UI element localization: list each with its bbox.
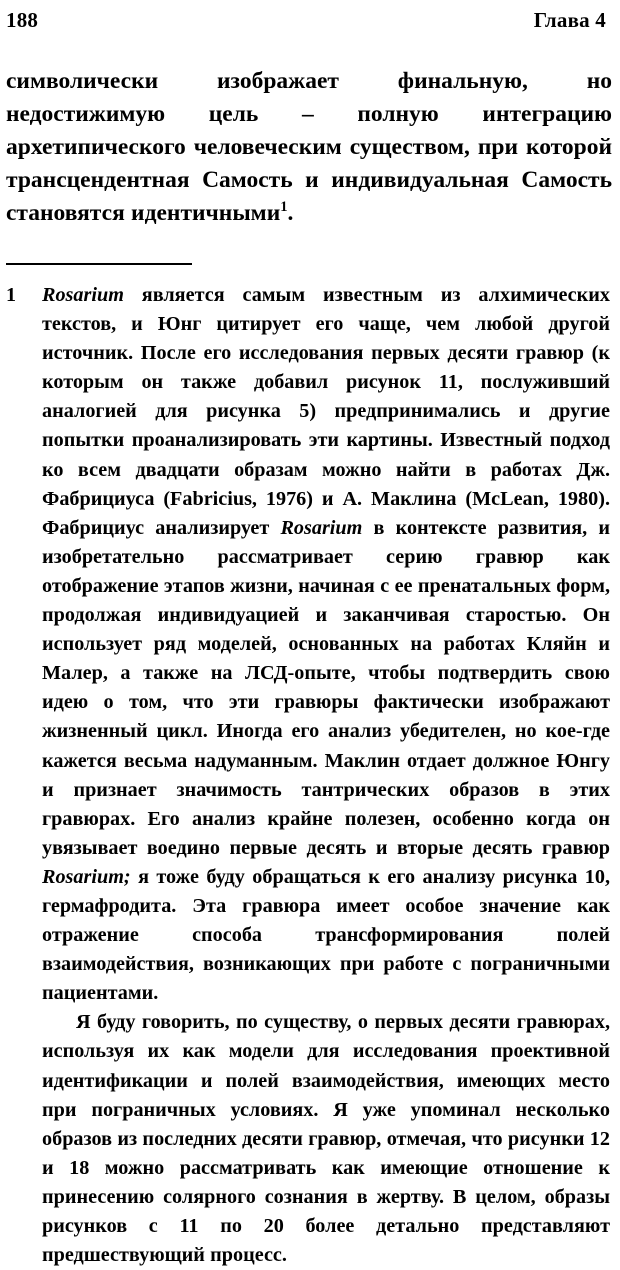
book-page [0, 8, 620, 1267]
footnote-segment-1: является самым известным из алхимических текстов, и Юнг цитирует его чаще, чем любой другой источник. После его исследования первых десяти гравюр (к которым он также добавил рисунок 11, послуживший аналогией для рисунка 5) предпринимались и другие попытки проанализировать эти картины. Известный подход ко всем двадцати образам можно найти в работах Дж. Фабрициуса (Fabricius, 1976) и А. Маклина (McLean, 1980). Фабрициус анализирует [42, 284, 610, 539]
footnote-reference: 1 [280, 199, 288, 216]
footnote-separator-rule [6, 263, 192, 265]
footnote-body [42, 281, 610, 1270]
footnotes-block [0, 281, 620, 1270]
body-paragraph-text: символически изображает финальную, но недостижимую цель – полную интеграцию архетипического человеческим существом, при которой трансцендентная Самость и индивидуальная Самость становятся идентичными [6, 68, 612, 226]
footnote-marker: 1 [6, 284, 16, 306]
footnote-title-rosarium-1: Rosarium [42, 284, 124, 306]
chapter-label: Глава 4 [533, 8, 606, 32]
footnote-1 [6, 281, 610, 1270]
footnote-title-rosarium-3: Rosarium; [42, 865, 131, 888]
page-number: 188 [6, 8, 39, 32]
footnote-segment-2: в контексте развития, и изобретательно рассматривает серию гравюр как отображение этапов жизни, начиная с ее пренатальных форм, продолжая индивидуацией и заканчивая старостью. Он использует ряд моделей, основанных на работах Кляйн и Малер, а также на ЛСД-опыте, чтобы подтвердить свою идею о том, что эти гравюры фактически изображают жизненный цикл. Иногда его анализ убедителен, но кое-где кажется весьма надуманным. Маклин отдает должное Юнгу и признает значимость тантрических образов в этих гравюрах. Его анализ крайне полезен, особенно когда он увязывает воедино первые десять и вторые десять гравюр [42, 516, 610, 859]
footnote-paragraph-2: Я буду говорить, по существу, о первых десяти гравюрах, используя их как модели для исследования проективной идентификации и полей взаимодействия, имеющих место при пограничных условиях. Я уже упоминал несколько образов из последних десяти гравюр, отмечая, что рисунки 12 и 18 можно рассматривать как имеющие отношение к принесению солярного сознания в жертву. В целом, образы рисунков с 11 по 20 более детально представляют предшествующий процесс. [42, 1011, 610, 1267]
body-paragraph-tail: . [287, 200, 294, 226]
running-head [0, 8, 620, 33]
footnote-segment-3: я тоже буду обращаться к его анализу рисунка 10, гермафродита. Эта гравюра имеет особое значение как отражение способа трансформирования полей взаимодействия, возникающих при работе с пограничными пациентами. [42, 865, 610, 1005]
body-text-block [0, 65, 620, 230]
footnote-title-rosarium-2: Rosarium [280, 516, 363, 539]
body-paragraph [6, 65, 612, 230]
footnote-paragraph-1 [42, 281, 610, 1008]
